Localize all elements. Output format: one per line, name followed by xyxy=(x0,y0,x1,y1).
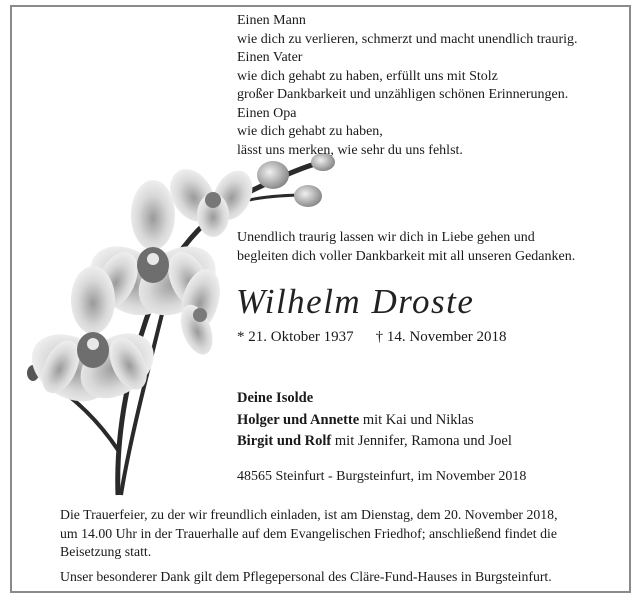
poem-line: wie dich gehabt zu haben, xyxy=(237,124,383,139)
family-line xyxy=(237,431,512,453)
poem-line: wie dich zu verlieren, schmerzt und macht unendlich traurig. xyxy=(237,31,578,47)
poem-line: Einen Opa xyxy=(237,105,297,121)
family-names: Holger und Annette xyxy=(237,411,360,428)
poem-line: Einen Vater xyxy=(237,50,303,65)
family-line xyxy=(237,410,512,432)
poem-line: großer Dankbarkeit und unzähligen schönen Erinnerungen. xyxy=(237,87,569,102)
poem-line: wie dich gehabt zu haben, erfüllt uns mit Stolz xyxy=(237,68,498,84)
family-names: Deine Isolde xyxy=(237,390,314,406)
funeral-service-info xyxy=(60,506,558,562)
service-line: Beisetzung statt. xyxy=(60,544,152,559)
poem-line: lässt uns merken, wie sehr du uns fehlst. xyxy=(237,142,463,158)
thanks-note: Unser besonderer Dank gilt dem Pflegepersonal des Cläre-Fund-Hauses in Burgsteinfurt. xyxy=(60,569,552,584)
death-date: † 14. November 2018 xyxy=(375,329,507,345)
family-line xyxy=(237,388,512,410)
service-line: Die Trauerfeier, zu der wir freundlich einladen, ist am Dienstag, dem 20. November 2018, xyxy=(60,507,558,522)
intro-line: begleiten dich voller Dankbarkeit mit all unseren Gedanken. xyxy=(237,249,576,264)
poem xyxy=(237,12,578,160)
intro-line: Unendlich traurig lassen wir dich in Liebe gehen und xyxy=(237,230,535,245)
poem-line: Einen Mann xyxy=(237,13,306,28)
family-extra: mit Kai und Niklas xyxy=(359,411,474,428)
service-line: um 14.00 Uhr in der Trauerhalle auf dem Evangelischen Friedhof; anschließend findet die xyxy=(60,525,557,541)
intro-text xyxy=(237,228,575,266)
birth-date: * 21. Oktober 1937 xyxy=(237,329,354,345)
family-list xyxy=(237,388,512,453)
family-extra: mit Jennifer, Ramona und Joel xyxy=(331,433,512,449)
place-and-date: 48565 Steinfurt - Burgsteinfurt, im November 2018 xyxy=(237,469,527,484)
family-names: Birgit und Rolf xyxy=(237,433,332,449)
life-dates xyxy=(237,329,506,346)
deceased-name: Wilhelm Droste xyxy=(236,282,475,321)
